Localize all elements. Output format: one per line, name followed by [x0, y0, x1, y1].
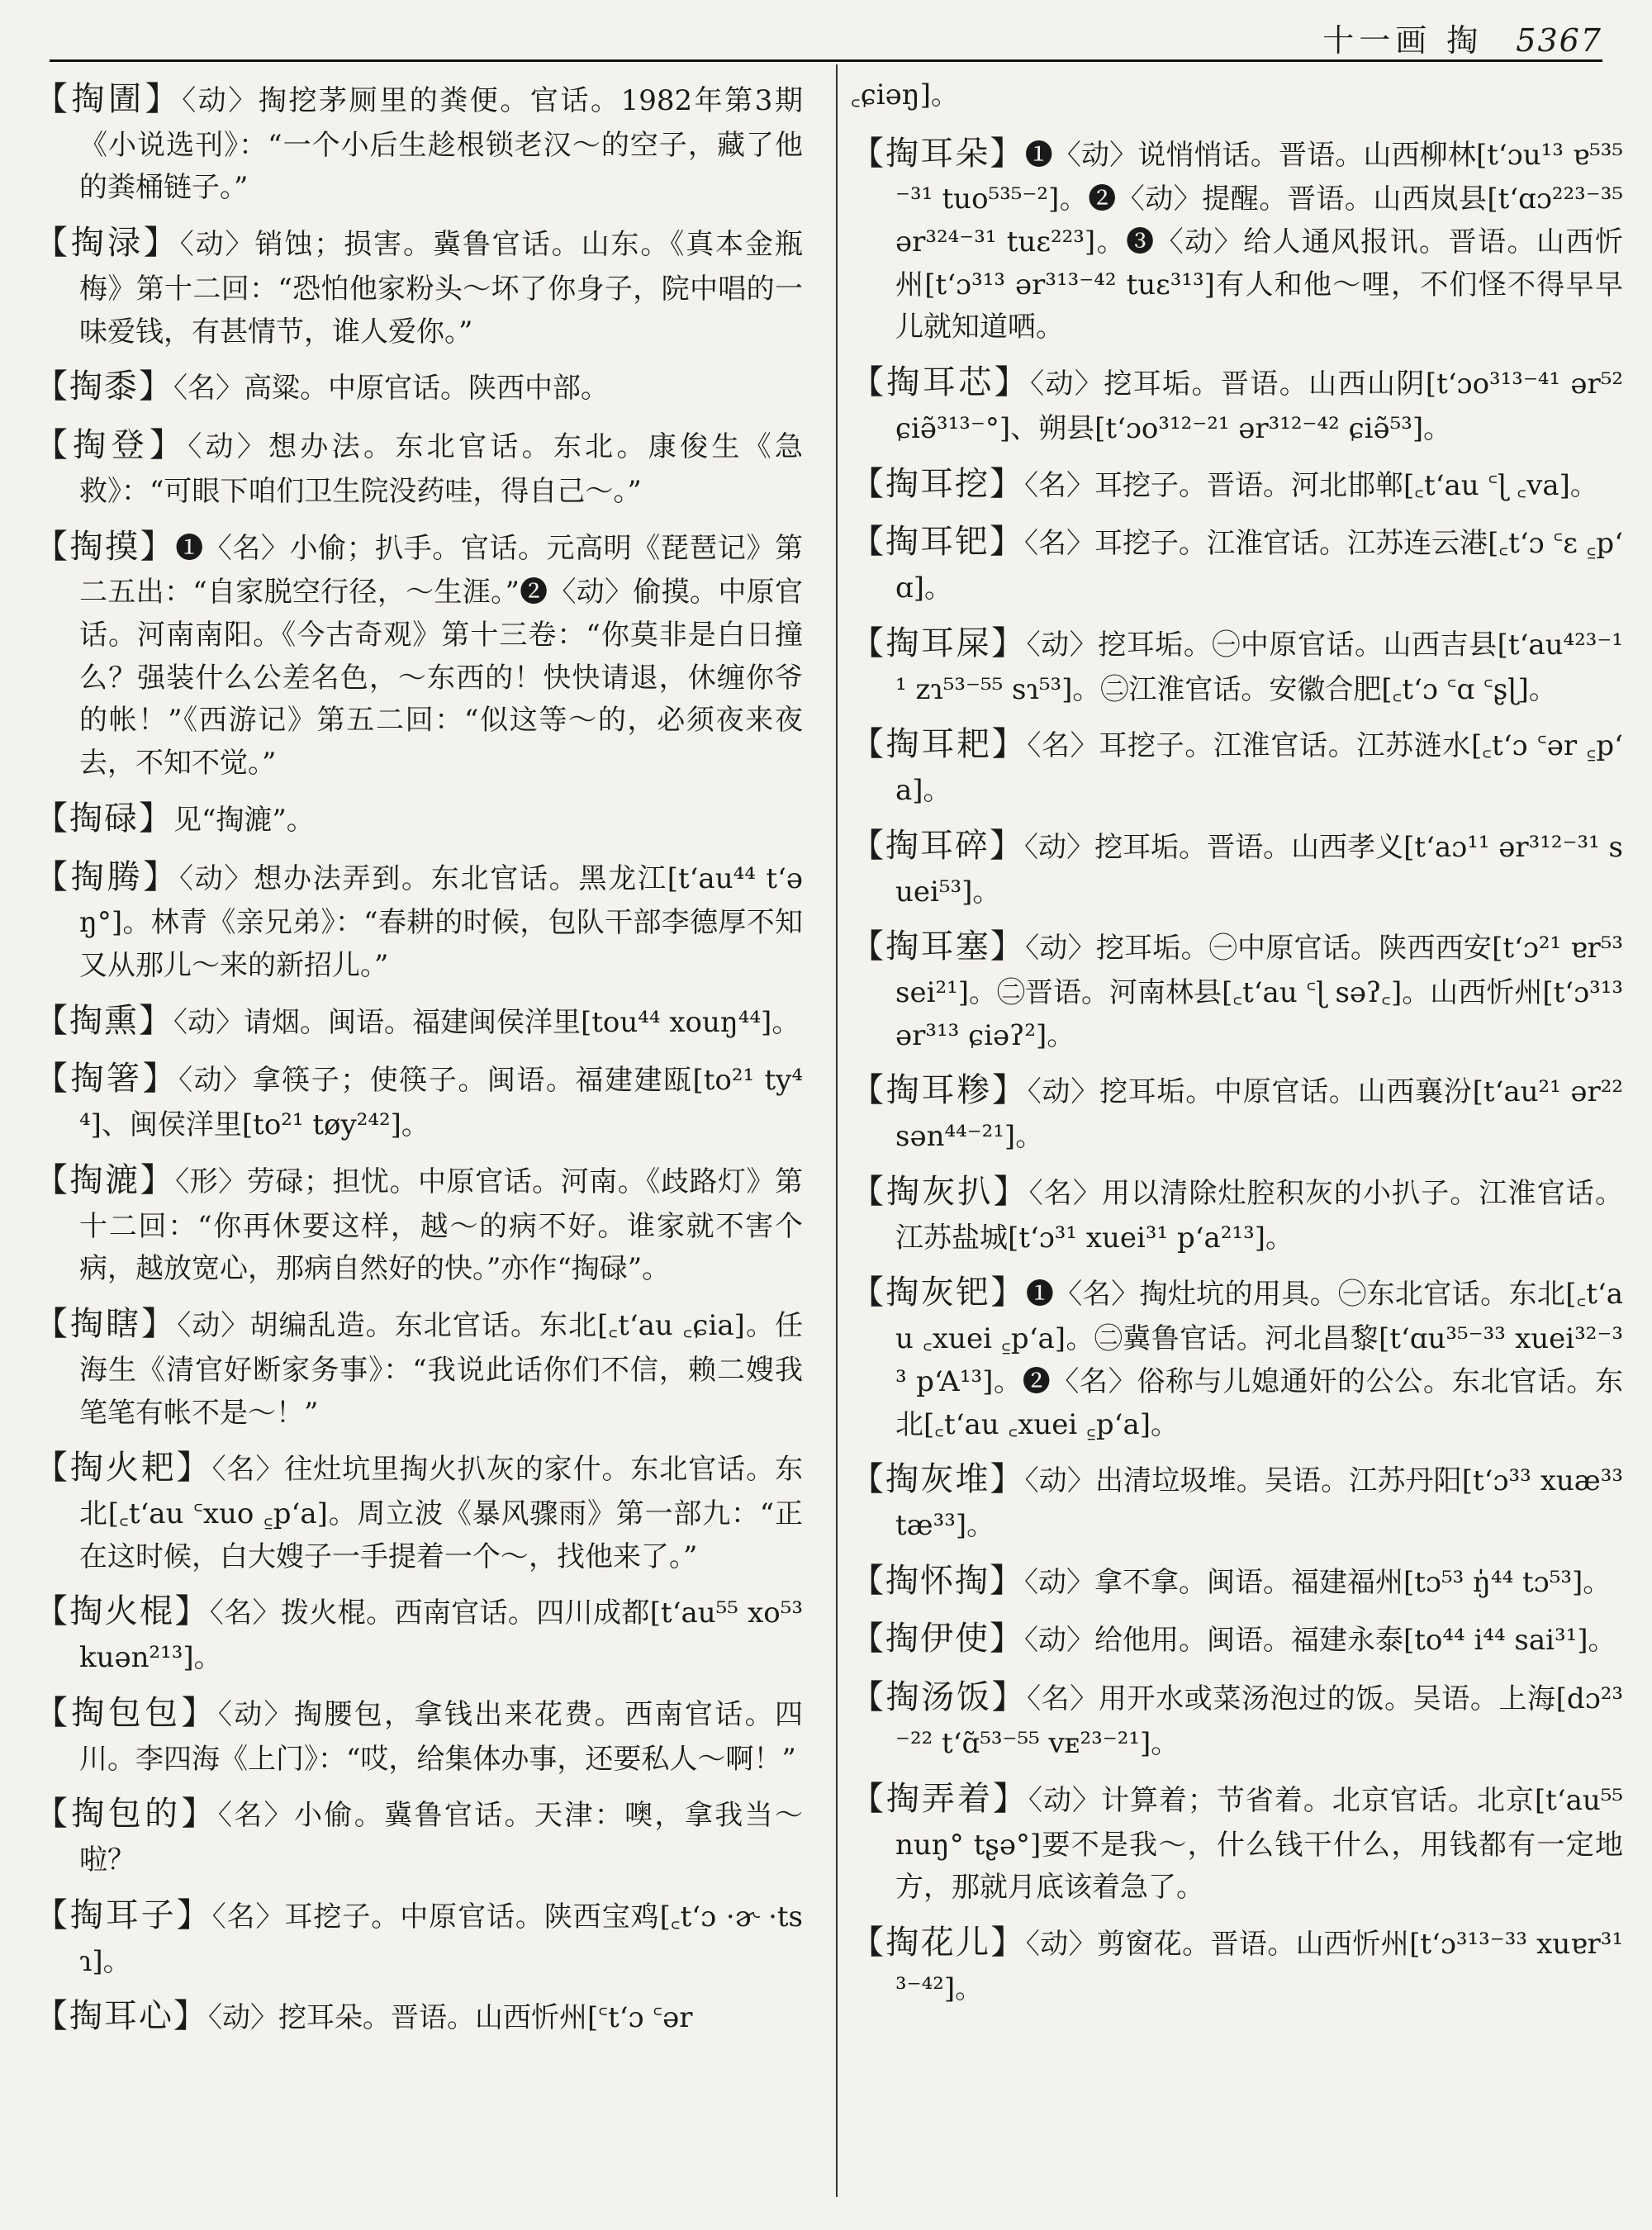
entry-headword: 【掏腾】 [35, 857, 179, 896]
entry-definition: 〈动〉请烟。闽语。福建闽侯洋里[tou⁴⁴ xouŋ⁴⁴]。 [173, 1005, 800, 1039]
dictionary-entry [35, 74, 803, 210]
dictionary-entry [851, 1774, 1623, 1910]
entry-headword: 【掏火棍】 [35, 1592, 210, 1631]
entry-headword: 【掏圊】 [35, 80, 183, 118]
dictionary-entry [35, 852, 803, 988]
entry-headword: 【掏漉】 [35, 1160, 176, 1199]
entry-headword: 【掏灰钯】 [851, 1274, 1026, 1312]
dictionary-entry [851, 619, 1623, 711]
entry-headword: 【掏摸】 [35, 527, 176, 566]
dictionary-entry [851, 1918, 1623, 2010]
entry-definition: 〈名〉用以清除灶腔积灰的小扒子。江淮官话。江苏盐城[tʻɔ³¹ xuei³¹ pʻa²¹³]。 [895, 1176, 1623, 1255]
entry-definition: ❶〈动〉说悄悄话。晋语。山西柳林[tʻɔu¹³ ɐ⁵³⁵⁻³¹ tuo⁵³⁵⁻²]。❷〈动〉提醒。晋语。山西岚县[tʻɑɔ²²³⁻³⁵ ər³²⁴⁻³¹ tuɛ²²³]。❸〈动〉给人通风报讯。晋语。山西忻州[tʻɔ³¹³ ər³¹³⁻⁴² tuɛ³¹³]有人和他～哩，不们怪不得早早儿就知道哂。 [895, 138, 1623, 344]
entry-headword: 【掏耳心】 [35, 1997, 208, 2036]
entry-headword: 【掏渌】 [35, 224, 180, 263]
entry-definition: 〈动〉拿不拿。闽语。福建福州[tɔ⁵³ ŋ̍⁴⁴ tɔ⁵³]。 [1024, 1565, 1612, 1599]
entry-definition: 〈动〉掏挖茅厕里的粪便。官话。1982年第3期《小说选刊》：“一个小后生趁根锁老汉～的空子，藏了他的粪桶链子。” [79, 84, 803, 205]
dictionary-entry [35, 1155, 803, 1291]
entry-headword: 【掏汤饭】 [851, 1678, 1028, 1717]
left-column [35, 74, 803, 2197]
entry-definition: 〈名〉高粱。中原官话。陕西中部。 [173, 372, 609, 406]
entry-headword: 【掏耳屎】 [851, 624, 1027, 662]
entry-headword: 【掏黍】 [35, 368, 173, 406]
entry-definition: 〈动〉挖耳垢。㊀中原官话。陕西西安[tʻɔ²¹ ɐr⁵³ sei²¹]。㊁晋语。河南林县[꜀tʻau ꜂ɭ səʔ꜀]。山西忻州[tʻɔ³¹³ ər³¹³ ɕiəʔ²]。 [895, 932, 1623, 1052]
dictionary-entry [35, 1054, 803, 1146]
entry-definition: ❶〈名〉小偷；扒手。官话。元高明《琵琶记》第二五出：“自家脱空行径，～生涯。”❷〈动〉偷摸。中原官话。河南南阳。《今古奇观》第十三卷：“你莫非是白日撞么？强装什么公差名色，～东西的！快快请退，休缠你爷的帐！”《西游记》第五二回：“似这等～的，必须夜来夜去，不知不觉。” [79, 531, 803, 780]
entry-headword: 【掏碌】 [35, 799, 173, 837]
entry-definition: 〈动〉挖耳垢。晋语。山西孝义[tʻaɔ¹¹ ər³¹²⁻³¹ suei⁵³]。 [895, 830, 1623, 909]
entry-definition: 〈动〉掏腰包，拿钱出来花费。西南官话。四川。李四海《上门》：“哎，给集体办事，还要私人～啊！” [79, 1697, 803, 1776]
page-number: 5367 [1516, 22, 1602, 59]
entry-definition: 〈动〉挖耳垢。晋语。山西山阴[tʻɔo³¹³⁻⁴¹ ər⁵² ɕiə̃³¹³⁻°]、朔县[tʻɔo³¹²⁻²¹ ər³¹²⁻⁴² ɕiə̃⁵³]。 [895, 368, 1623, 445]
page-header [1322, 15, 1602, 60]
entry-headword: 【掏怀掏】 [851, 1561, 1024, 1600]
entry-definition: 〈动〉销蚀；损害。冀鲁官话。山东。《真本金瓶梅》第十二回：“恐怕他家粉头～坏了你身子，院中唱的一味爱钱，有甚情节，谁人爱你。” [79, 228, 803, 349]
entry-definition: 〈名〉耳挖子。中原官话。陕西宝鸡[꜀tʻɔ ·ɚ ·tsɿ]。 [79, 1900, 803, 1978]
dictionary-entry [35, 420, 803, 513]
dictionary-entry [35, 1688, 803, 1781]
entry-headword: 【掏包的】 [35, 1795, 218, 1834]
entry-definition: 〈名〉耳挖子。江淮官话。江苏连云港[꜀tʻɔ ꜂ɛ ꜁pʻɑ]。 [895, 527, 1623, 605]
dictionary-entry [851, 821, 1623, 913]
dictionary-entry [851, 1614, 1623, 1664]
entry-headword: 【掏耳糁】 [851, 1071, 1028, 1110]
entry-definition: 〈动〉挖耳垢。中原官话。山西襄汾[tʻau²¹ ər²² sən⁴⁴⁻²¹]。 [895, 1075, 1623, 1154]
entry-definition: 〈形〉劳碌；担忧。中原官话。河南。《歧路灯》第十二回：“你再休要这样，越～的病不好。谁家就不害个病，越放宽心，那病自然好的快。”亦作“掏碌”。 [79, 1165, 803, 1286]
entry-definition: 〈名〉小偷。冀鲁官话。天津：噢，拿我当～啦？ [79, 1799, 803, 1877]
dictionary-entry [35, 794, 803, 844]
entry-definition: 〈动〉想办法弄到。东北官话。黑龙江[tʻau⁴⁴ tʻəŋ°]。林青《亲兄弟》：“春耕的时候，包队干部李德厚不知又从那儿～来的新招儿。” [79, 861, 803, 982]
entry-definition: 〈动〉剪窗花。晋语。山西忻州[tʻɔ³¹³⁻³³ xuɐr³¹³⁻⁴²]。 [895, 1927, 1623, 2005]
entry-definition: 〈名〉拨火棍。西南官话。四川成都[tʻau⁵⁵ xo⁵³ kuən²¹³]。 [79, 1597, 803, 1675]
dictionary-entry [851, 922, 1623, 1057]
dictionary-entry [35, 1587, 803, 1679]
entry-headword: 【掏耳子】 [35, 1896, 212, 1934]
entry-headword: 【掏花儿】 [851, 1923, 1026, 1962]
dictionary-entry [35, 1891, 803, 1983]
entry-headword: 【掏耳钯】 [851, 523, 1025, 562]
dictionary-entry [35, 522, 803, 785]
dictionary-entry [35, 1789, 803, 1881]
entry-headword: 【掏包包】 [35, 1693, 218, 1732]
right-column [851, 74, 1623, 2197]
dictionary-entry [851, 1065, 1623, 1158]
dictionary-entry [35, 362, 803, 412]
entry-definition: 〈名〉用开水或菜汤泡过的饭。吴语。上海[dɔ²³⁻²² tʻɑ̃⁵³⁻⁵⁵ vᴇ²³⁻²¹]。 [895, 1682, 1623, 1761]
dictionary-entry [851, 459, 1623, 510]
continued-text: ꜀ɕiəŋ]。 [851, 78, 959, 112]
dictionary-entry [851, 517, 1623, 610]
entry-headword: 【掏箸】 [35, 1060, 179, 1098]
entry-headword: 【掏耳挖】 [851, 464, 1024, 503]
entry-headword: 【掏耳芯】 [851, 363, 1031, 402]
entry-headword: 【掏灰扒】 [851, 1172, 1029, 1211]
entry-headword: 【掏伊使】 [851, 1620, 1024, 1658]
dictionary-entry [851, 1672, 1623, 1765]
dictionary-entry [35, 218, 803, 353]
entry-headword: 【掏耳朵】 [851, 134, 1025, 173]
column-divider [836, 64, 838, 2197]
entry-definition: 〈名〉耳挖子。晋语。河北邯郸[꜀tʻau ꜂ɭ ꜀va]。 [1024, 468, 1598, 502]
entry-headword: 【掏耳碎】 [851, 826, 1025, 865]
dictionary-entry [35, 1443, 803, 1578]
entry-headword: 【掏瞎】 [35, 1305, 178, 1344]
entry-definition: 〈动〉出清垃圾堆。吴语。江苏丹阳[tʻɔ³³ xuæ³³ tæ³³]。 [895, 1464, 1623, 1542]
entry-headword: 【掏灰堆】 [851, 1460, 1025, 1499]
entry-definition: 〈动〉挖耳朵。晋语。山西忻州[꜂tʻɔ ꜂ər [208, 2001, 693, 2035]
dictionary-entry [851, 719, 1623, 812]
entry-headword: 【掏耳塞】 [851, 928, 1026, 966]
entry-definition: 〈动〉给他用。闽语。福建永泰[to⁴⁴ i⁴⁴ sai³¹]。 [1024, 1624, 1616, 1658]
entry-headword: 【掏熏】 [35, 1001, 173, 1040]
dictionary-entry [851, 1167, 1623, 1260]
entry-definition: 〈动〉挖耳垢。㊀中原官话。山西吉县[tʻau⁴²³⁻¹¹ zɿ⁵³⁻⁵⁵ sɿ⁵³]。㊁江淮官话。安徽合肥[꜀tʻɔ ꜂ɑ ꜂ʂɭ]。 [895, 628, 1623, 706]
dictionary-entry [851, 1556, 1623, 1606]
dictionary-entry [35, 996, 803, 1046]
dictionary-entry [35, 1299, 803, 1435]
header-rule [50, 59, 1602, 62]
entry-definition: 〈动〉想办法。东北官话。东北。康俊生《急救》：“可眼下咱们卫生院没药哇，得自己～。” [79, 430, 803, 508]
entry-headword: 【掏登】 [35, 426, 188, 465]
entry-definition: 〈名〉往灶坑里掏火扒灰的家什。东北官话。东北[꜀tʻau ꜂xuo ꜁pʻa]。周立波《暴风骤雨》第一部九：“正在这时候，白大嫂子一手提着一个～，找他来了。” [79, 1453, 803, 1573]
dictionary-entry [851, 1268, 1623, 1446]
entry-definition: 〈动〉胡编乱造。东北官话。东北[꜀tʻau ꜀ɕia]。任海生《清官好断家务事》：“我说此话你们不信，赖二嫂我笔笔有帐不是～！” [79, 1309, 803, 1430]
entry-definition: 〈名〉耳挖子。江淮官话。江苏涟水[꜀tʻɔ ꜂ər ꜁pʻa]。 [895, 729, 1623, 808]
entry-headword: 【掏弄着】 [851, 1779, 1028, 1818]
dictionary-entry [851, 1454, 1623, 1547]
entry-headword: 【掏火耙】 [35, 1449, 212, 1487]
entry-definition: 〈动〉拿筷子；使筷子。闽语。福建建瓯[to²¹ ty⁴⁴]、闽侯洋里[to²¹ tøy²⁴²]。 [79, 1064, 803, 1142]
section-title: 十一画 掏 [1322, 22, 1483, 59]
dictionary-entry [851, 129, 1623, 349]
dictionary-entry [851, 358, 1623, 450]
dictionary-entry [35, 1991, 803, 2042]
entry-definition: 〈动〉计算着；节省着。北京官话。北京[tʻau⁵⁵ nuŋ° tʂə°]要不是我～，什么钱干什么，用钱都有一定地方，那就月底该着急了。 [895, 1783, 1623, 1905]
entry-definition: 见“掏漉”。 [173, 803, 315, 837]
entry-definition: ❶〈名〉掏灶坑的用具。㊀东北官话。东北[꜀tʻau ꜀xuei ꜁pʻa]。㊁冀鲁官话。河北昌黎[tʻɑu³⁵⁻³³ xuei³²⁻³³ pʻA¹³]。❷〈名〉俗称与儿媳通奸的公公。东北官话。东北[꜀tʻau ꜀xuei ꜁pʻa]。 [895, 1278, 1623, 1441]
entry-headword: 【掏耳耙】 [851, 725, 1028, 764]
